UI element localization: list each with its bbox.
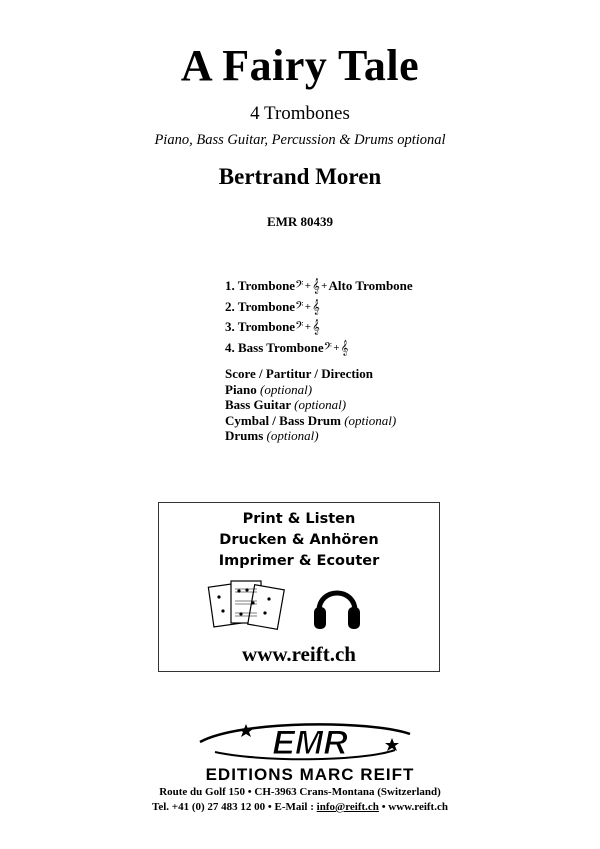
headphones-icon (311, 577, 363, 633)
publisher-address: Route du Golf 150 • CH-3963 Crans-Montana (Switzerland) (159, 786, 441, 798)
plus-icon: + (332, 342, 340, 352)
extra-parts-list (225, 366, 396, 444)
plus-icon: + (304, 281, 312, 290)
extra-note: (optional) (294, 397, 347, 412)
part-label: 1. Trombone (225, 278, 296, 293)
part-label: 3. Trombone (225, 319, 296, 334)
bass-clef-icon: 𝄢 (295, 279, 304, 294)
bass-clef-icon: 𝄢 (295, 320, 304, 335)
website-url[interactable]: www.reift.ch (242, 642, 356, 666)
plus-icon: + (304, 322, 312, 331)
part-label: 4. Bass Trombone (225, 339, 324, 355)
instrumentation: 4 Trombones (250, 103, 350, 124)
treble-clef-icon: 𝄞 (312, 320, 320, 335)
sheet-music-icon (207, 577, 289, 633)
extra-note: (optional) (344, 412, 397, 428)
extra-item (225, 382, 396, 398)
promo-line-fr: Imprimer & Ecouter (218, 553, 380, 569)
treble-clef-icon: 𝄞 (312, 279, 320, 294)
composer-name: Bertrand Moren (218, 164, 382, 189)
extra-name: Score / Partitur / Direction (225, 366, 374, 381)
extra-note: (optional) (260, 381, 313, 397)
part-item (225, 276, 413, 297)
treble-clef-icon: 𝄞 (312, 299, 320, 315)
part-label: 2. Trombone (225, 298, 296, 314)
star-icon (239, 724, 253, 737)
extra-name: Bass Guitar (225, 397, 291, 412)
part-suffix: Alto Trombone (328, 278, 413, 293)
extra-name: Piano (225, 381, 257, 397)
part-item (225, 317, 413, 338)
extra-note: (optional) (266, 428, 319, 443)
promo-line-en: Print & Listen (242, 511, 356, 527)
extra-item (225, 397, 396, 413)
extra-name: Drums (225, 428, 264, 443)
part-item (225, 338, 413, 359)
emr-logo-text: EMR (272, 724, 348, 762)
publisher-contact (0, 801, 600, 813)
bass-clef-icon: 𝄢 (295, 299, 304, 315)
publisher-web[interactable]: • www.reift.ch (381, 801, 448, 813)
extra-item (225, 428, 396, 444)
extra-name: Cymbal / Bass Drum (225, 412, 341, 428)
plus-icon: + (320, 281, 328, 290)
promo-line-de: Drucken & Anhören (219, 532, 379, 548)
page-title: A Fairy Tale (180, 41, 420, 90)
edition-number: EMR 80439 (266, 214, 334, 229)
plus-icon: + (304, 301, 312, 311)
part-item (225, 297, 413, 318)
extra-item (225, 413, 396, 429)
treble-clef-icon: 𝄞 (340, 340, 349, 356)
parts-list (225, 276, 413, 358)
publisher-name: EDITIONS MARC REIFT (205, 765, 415, 784)
bass-clef-icon: 𝄢 (323, 340, 332, 356)
print-listen-box (158, 502, 440, 672)
extra-item (225, 366, 396, 382)
emr-logo (160, 716, 460, 786)
star-icon (385, 738, 399, 751)
email-link[interactable]: info@reift.ch (316, 801, 379, 813)
publisher-tel: Tel. +41 (0) 27 483 12 00 • E-Mail : (152, 801, 314, 813)
optional-instruments: Piano, Bass Guitar, Percussion & Drums optional (154, 132, 446, 148)
